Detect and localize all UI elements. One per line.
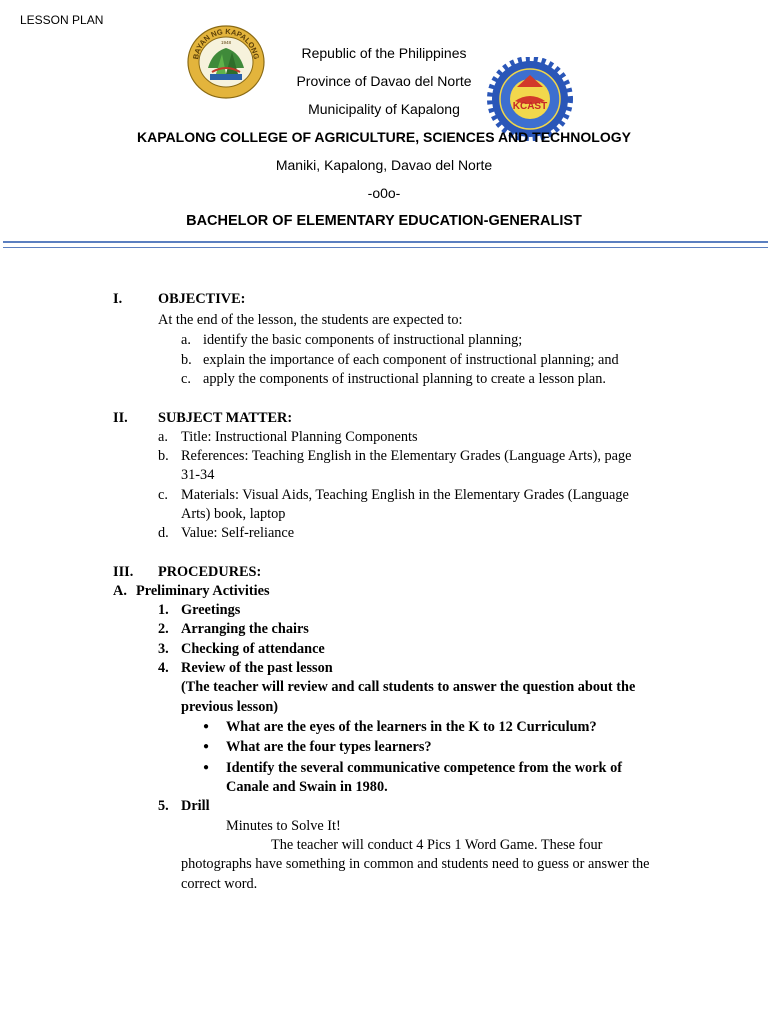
step-number: 4.: [158, 660, 169, 676]
review-question: Identify the several communicative competence from the work of: [226, 760, 622, 776]
step-number: 3.: [158, 641, 169, 657]
review-note: (The teacher will review and call students to answer the question about the: [181, 679, 636, 695]
objective-item-marker: c.: [181, 371, 191, 387]
subject-item-materials-cont: Arts) book, laptop: [181, 506, 286, 522]
step-arranging-chairs: Arranging the chairs: [181, 621, 309, 637]
subject-item-marker: d.: [158, 525, 169, 541]
subject-item-value: Value: Self-reliance: [181, 525, 295, 541]
objective-numeral: I.: [113, 291, 123, 307]
procedures-heading: PROCEDURES:: [158, 564, 262, 580]
review-note-cont: previous lesson): [181, 699, 279, 715]
drill-paragraph: The teacher will conduct 4 Pics 1 Word Game. These four: [271, 837, 603, 853]
objective-intro: At the end of the lesson, the students are expected to:: [158, 312, 463, 328]
seal-ring-text: BAYAN NG KAPALONG: [191, 26, 261, 61]
review-question: What are the four types learners?: [226, 739, 432, 755]
subject-item-references-cont: 31-34: [181, 467, 215, 483]
objective-item: apply the components of instructional planning to create a lesson plan.: [203, 371, 606, 387]
subject-item-title: Title: Instructional Planning Components: [181, 429, 418, 445]
step-number: 1.: [158, 602, 169, 618]
drill-subtitle: Minutes to Solve It!: [226, 818, 341, 834]
header-separator: -o0o-: [367, 185, 401, 201]
step-drill: Drill: [181, 798, 210, 814]
preliminary-marker: A.: [113, 583, 127, 599]
header-line-republic: Republic of the Philippines: [301, 45, 467, 61]
header-line-municipality: Municipality of Kapalong: [308, 101, 460, 117]
subject-item-references: References: Teaching English in the Elementary Grades (Language Arts), page: [181, 448, 632, 464]
svg-text:KCAST: KCAST: [512, 101, 548, 112]
step-number: 5.: [158, 798, 169, 814]
bullet-icon: ●: [203, 741, 210, 752]
subject-matter-heading: SUBJECT MATTER:: [158, 410, 293, 426]
review-question-cont: Canale and Swain in 1980.: [226, 779, 388, 795]
step-attendance: Checking of attendance: [181, 641, 325, 657]
college-address: Maniki, Kapalong, Davao del Norte: [275, 157, 493, 173]
subject-item-marker: b.: [158, 448, 169, 464]
subject-item-marker: c.: [158, 487, 168, 503]
subject-item-materials: Materials: Visual Aids, Teaching English in the Elementary Grades (Language: [181, 487, 629, 503]
header-rule-thick: [3, 241, 768, 243]
subject-matter-numeral: II.: [113, 410, 128, 426]
preliminary-heading: Preliminary Activities: [136, 583, 270, 599]
bullet-icon: ●: [203, 721, 210, 732]
program-title: BACHELOR OF ELEMENTARY EDUCATION-GENERALIST: [186, 213, 582, 229]
step-review: Review of the past lesson: [181, 660, 333, 676]
step-greetings: Greetings: [181, 602, 241, 618]
drill-paragraph-cont: correct word.: [181, 876, 258, 892]
college-name: KAPALONG COLLEGE OF AGRICULTURE, SCIENCES AND TECHNOLOGY: [137, 129, 631, 145]
procedures-numeral: III.: [113, 564, 134, 580]
objective-item: identify the basic components of instructional planning;: [203, 332, 523, 348]
header-line-province: Province of Davao del Norte: [296, 73, 472, 89]
svg-text:1948: 1948: [220, 40, 232, 45]
objective-heading: OBJECTIVE:: [158, 291, 246, 307]
bullet-icon: ●: [203, 762, 210, 773]
step-number: 2.: [158, 621, 169, 637]
header-rule-thin: [3, 247, 768, 248]
objective-item-marker: a.: [181, 332, 191, 348]
objective-item: explain the importance of each component of instructional planning; and: [203, 352, 619, 368]
corner-label: LESSON PLAN: [20, 13, 104, 27]
drill-paragraph-cont: photographs have something in common and students need to guess or answer the: [181, 856, 650, 872]
subject-item-marker: a.: [158, 429, 168, 445]
objective-item-marker: b.: [181, 352, 192, 368]
review-question: What are the eyes of the learners in the K to 12 Curriculum?: [226, 719, 597, 735]
